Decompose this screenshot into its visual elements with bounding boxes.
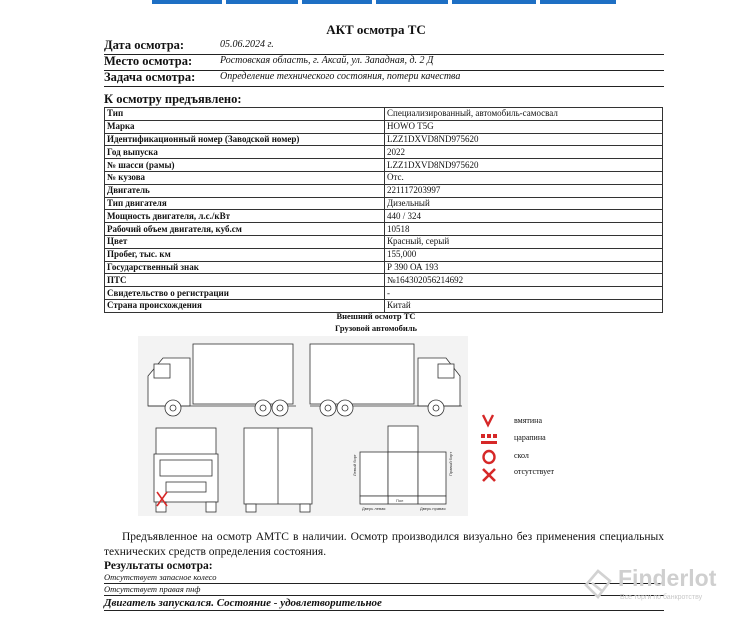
truck-rear-view (244, 428, 312, 512)
truck-diagram (138, 336, 468, 516)
missing-symbol-icon (483, 469, 495, 481)
spec-value: Китай (385, 299, 663, 312)
spec-value: Красный, серый (385, 235, 663, 248)
legend-symbols (478, 413, 502, 493)
spec-value: 2022 (385, 146, 663, 159)
spec-value: LZZ1DXVD8ND975620 (385, 159, 663, 172)
nav-tab[interactable] (226, 0, 298, 4)
spec-value: №164302056214692 (385, 274, 663, 287)
nav-tab[interactable] (152, 0, 222, 4)
chip-symbol-icon (484, 451, 495, 463)
spec-key: Пробег, тыс. км (105, 248, 385, 261)
inspection-date-label: Дата осмотра: (104, 38, 185, 52)
finderlot-watermark (580, 563, 750, 613)
inspection-place-value: Ростовская область, г. Аксай, ул. Западная, д. 2 Д (220, 55, 434, 66)
door-right-label: Дверь правая (420, 506, 446, 511)
inspection-paragraph-text: Предъявленное на осмотр АМТС в наличии. Осмотр производился визуально без применения специальных технических средств определения состояния. (104, 531, 664, 558)
table-row (105, 210, 663, 223)
spec-value: Специализированный, автомобиль-самосвал (385, 108, 663, 121)
scratch-symbol-icon (481, 434, 497, 444)
table-row (105, 159, 663, 172)
spec-key: Государственный знак (105, 261, 385, 274)
result-line: Отсутствует запасное колесо (104, 572, 664, 584)
legend-scratch-label: царапина (514, 433, 546, 442)
door-left-label: Дверь левая (362, 506, 386, 511)
inspection-task-row (104, 70, 664, 87)
vehicle-spec-table (104, 107, 663, 313)
nav-tab[interactable] (452, 0, 536, 4)
spec-value: Отс. (385, 171, 663, 184)
table-row (105, 235, 663, 248)
spec-value: 221117203997 (385, 184, 663, 197)
spec-value: 155,000 (385, 248, 663, 261)
top-nav-strip (0, 0, 752, 5)
dent-symbol-icon (483, 415, 493, 425)
spec-value: - (385, 287, 663, 300)
table-row (105, 261, 663, 274)
spec-key: Марка (105, 120, 385, 133)
figure-subtitle: Грузовой автомобиль (334, 323, 418, 333)
table-row (105, 223, 663, 236)
inspection-date-value: 05.06.2024 г. (220, 39, 274, 50)
inspection-place-label: Место осмотра: (104, 54, 193, 68)
inspection-task-value: Определение технического состояния, потери качества (220, 71, 461, 82)
finderlot-logo-icon (580, 563, 614, 603)
spec-key: № кузова (105, 171, 385, 184)
spec-key: ПТС (105, 274, 385, 287)
final-condition: Двигатель запускался. Состояние - удовлетворительное (104, 597, 664, 611)
spec-key: Мощность двигателя, л.с./кВт (105, 210, 385, 223)
spec-key: Тип двигателя (105, 197, 385, 210)
table-row (105, 184, 663, 197)
presented-section-title: К осмотру предъявлено: (104, 92, 242, 106)
table-row (105, 108, 663, 121)
spec-key: Цвет (105, 235, 385, 248)
spec-key: Двигатель (105, 184, 385, 197)
damage-legend (478, 413, 598, 493)
left-side-label: Левый борт (352, 454, 357, 476)
table-row (105, 248, 663, 261)
spec-key: Год выпуска (105, 146, 385, 159)
legend-dent-label: вмятина (514, 416, 542, 425)
inspection-task-label: Задача осмотра: (104, 70, 196, 84)
spec-value: LZZ1DXVD8ND975620 (385, 133, 663, 146)
inspection-place-row (104, 54, 664, 71)
spec-key: Страна происхождения (105, 299, 385, 312)
floor-label: Пол (396, 498, 404, 503)
spec-key: Тип (105, 108, 385, 121)
watermark-brand: Finderlot (618, 565, 717, 591)
spec-value: 10518 (385, 223, 663, 236)
table-row (105, 133, 663, 146)
nav-tab[interactable] (302, 0, 372, 4)
nav-tab[interactable] (376, 0, 448, 4)
spec-value: 440 / 324 (385, 210, 663, 223)
table-row (105, 120, 663, 133)
spec-key: Идентификационный номер (Заводской номер) (105, 133, 385, 146)
right-side-label: Правый борт (448, 451, 453, 476)
table-row (105, 274, 663, 287)
table-row (105, 146, 663, 159)
legend-chip-label: скол (514, 451, 529, 460)
spec-value: Дизельный (385, 197, 663, 210)
legend-missing-label: отсутствует (514, 467, 555, 476)
table-row (105, 171, 663, 184)
figure-title: Внешний осмотр ТС (336, 311, 416, 321)
truck-front-view (154, 428, 218, 512)
spec-key: № шасси (рамы) (105, 159, 385, 172)
spec-key: Рабочий объем двигателя, куб.см (105, 223, 385, 236)
spec-key: Свидетельство о регистрации (105, 287, 385, 300)
watermark-tagline: Все торги по банкротству (620, 594, 703, 601)
result-line: Отсутствует правая пнф (104, 584, 664, 596)
document-title: АКТ осмотра ТС (326, 22, 426, 37)
nav-tab[interactable] (540, 0, 616, 4)
table-row (105, 287, 663, 300)
inspection-paragraph (104, 530, 664, 560)
table-row (105, 197, 663, 210)
spec-value: Р 390 ОА 193 (385, 261, 663, 274)
inspection-date-row (104, 38, 664, 55)
spec-value: HOWO T5G (385, 120, 663, 133)
results-title: Результаты осмотра: (104, 560, 213, 572)
